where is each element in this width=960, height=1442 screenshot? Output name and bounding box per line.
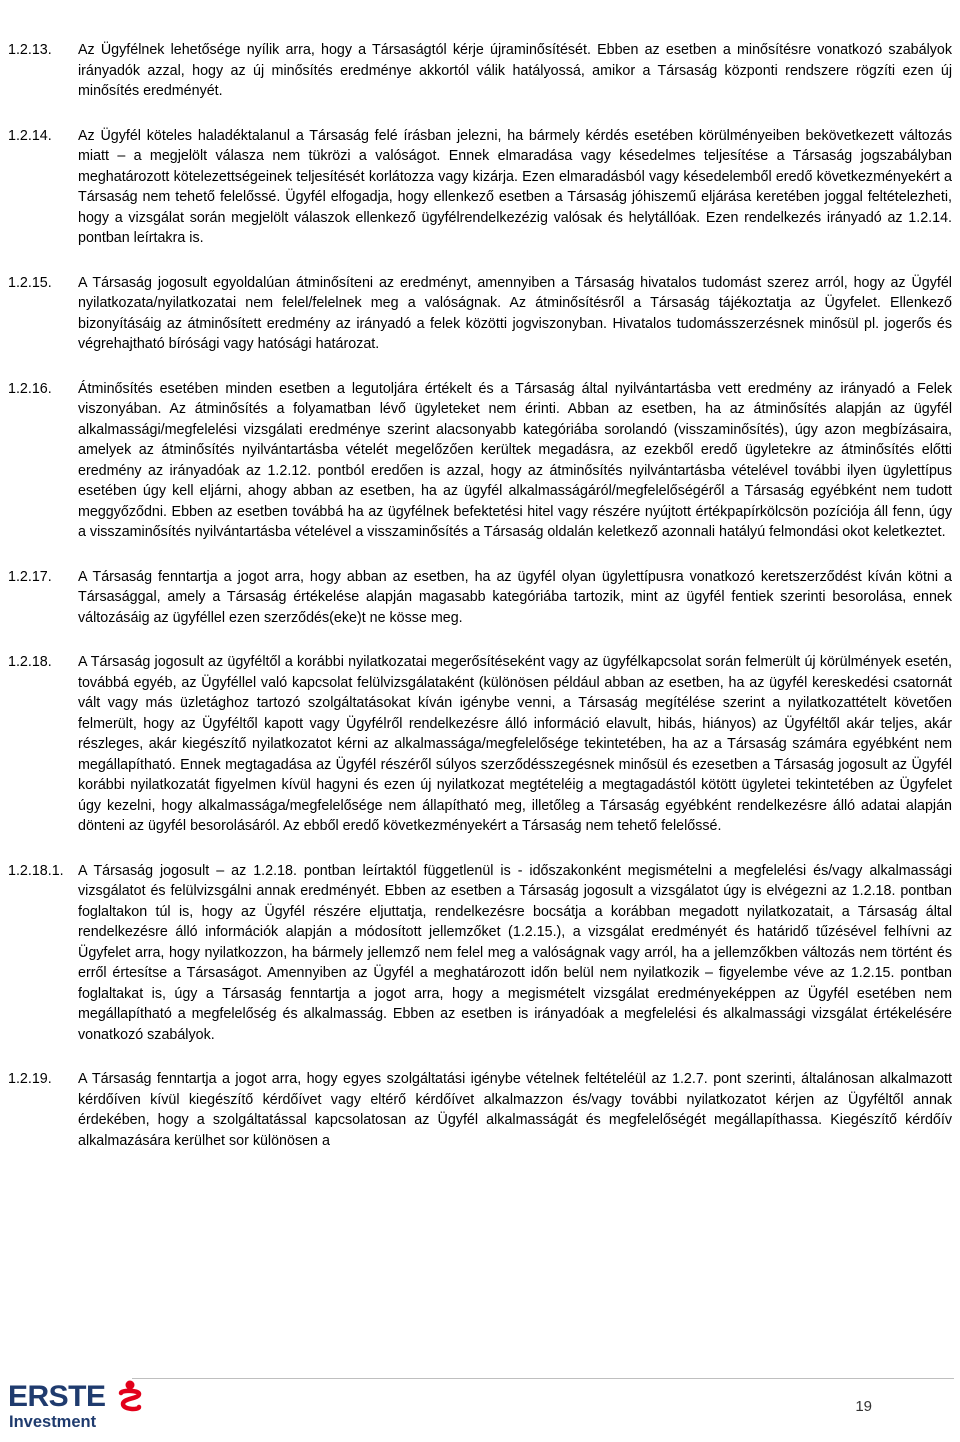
clause	[8, 567, 952, 629]
clause	[8, 1069, 952, 1151]
logo-wordmark: ERSTE	[8, 1380, 106, 1413]
clause	[8, 126, 952, 249]
page-number: 19	[855, 1398, 872, 1415]
document-body	[8, 40, 952, 1175]
clause-text: Átminősítés esetében minden esetben a legutoljára értékelt és a Társaság által nyilvántartásba vett eredmény az irányadó a Felek viszonyában. Az átminősítés a folyamatban lévő ügyleteket nem érinti. Abban az esetben, ha az átminősítés alapján az ügyfél alkalmassági/megfelelési vizsgálati eredménye szerint alacsonyabb kategóriába sorolandó (visszaminősítés), úgy azon megbízásaira, amelyek az átminősítés nyilvántartásba vételét megelőzően kerültek megadásra, az ezekből eredő ügyletekre az átminősítés előtti eredmény az irányadóak az 1.2.12. pontból eredően is azzal, hogy az átminősítés nyilvántartásba vételével további ilyen ügylettípus esetében úgy kell eljárni, ahogy abban az esetben, ha az ügyfél alkalmasságáról/megfelelőségéről a Társaság egyébként nem tudott meggyőződni. Ebben az esetben továbbá ha az ügyfélnek befektetési hitel vagy részére nyújtott értékpapírkölcsön pozíciója áll fenn, úgy a visszaminősítés nyilvántartásba vételével a visszaminősítés a Társaság oldalán keletkező azonnali hatályú felmondási okot keletkeztet.	[78, 380, 952, 540]
footer-divider	[132, 1378, 954, 1379]
clause-text: A Társaság fenntartja a jogot arra, hogy egyes szolgáltatási igénybe vételnek feltételéül az 1.2.7. pont szerinti, általánosan alkalmazott kérdőíven kívül kiegészítő kérdőívet vagy eltérő kérdőívet alkalmazzon és/vagy további nyilatkozatot kérjen az Ügyféltől annak érdekében, hogy a szolgáltatással kapcsolatosan az Ügyfél alkalmasságát és megfelelőségét megállapíthassa. Kiegészítő kérdőív alkalmazására kerülhet sor különösen a	[78, 1071, 952, 1149]
clause-number: 1.2.15.	[8, 274, 52, 291]
clause-text: A Társaság fenntartja a jogot arra, hogy abban az esetben, ha az ügyfél olyan ügylettípusra vonatkozó keretszerződést kíván kötni a Társasággal, amely a Társaság értékelése alapján magasabb kategóriába tartozik, mint az ügyfél fentiek szerinti besorolása, ennek változásáig az ügyféllel ezen szerződés(eke)t ne kösse meg.	[78, 568, 952, 626]
logo-subtitle: Investment	[9, 1413, 97, 1431]
clause-number: 1.2.14.	[8, 127, 52, 144]
erste-symbol-icon	[118, 1380, 142, 1414]
clause-number: 1.2.18.1.	[8, 862, 64, 879]
clause-number: 1.2.18.	[8, 654, 52, 670]
clause-number: 1.2.13.	[8, 42, 52, 58]
clause	[8, 273, 952, 355]
clause-number: 1.2.19.	[8, 1071, 52, 1087]
clause-text: A Társaság jogosult egyoldalúan átminősíteni az eredményt, amennyiben a Társaság hivatalos tudomást szerez arról, hogy az Ügyfél nyilatkozata/nyilatkozatai nem felel/felelnek meg a valóságnak. Az átminősítésről a Társaság tájékoztatja az Ügyfelet. Ellenkező bizonyításáig az átminősített eredmény az irányadó a felek közötti jogviszonyban. Hivatalos tudomásszerzésnek minősül pl. jogerős és végrehajtható bírósági vagy hatósági határozat.	[78, 274, 952, 352]
clause-text: A Társaság jogosult az ügyféltől a korábbi nyilatkozatai megerősítéseként vagy az ügyfélkapcsolat során felmerült új körülmények esetén, továbbá egyéb, az Ügyféllel való kapcsolat felülvizsgálataként (különösen például abban az esetben, ha az ügyfél kereskedési csatornát vált vagy más üzletághoz tartozó szolgáltatásokat kíván igénybe venni, a Társaság megítélése szerint a nyilatkozattételt követően felmerült, hogy az Ügyféltől kapott vagy Ügyfélről rendelkezésre álló információ elavult, hibás, hiányos) az Ügyféltől akár teljes, akár részleges, akár kiegészítő nyilatkozatot kérni az alkalmassága/megfelelősége tekintetében, ha az a Társaság számára egyébként nem megállapítható. Ennek megtagadása az Ügyfél részéről súlyos szerződésszegésnek minősül és ezesetben a Társaság jogosult az Ügyfél korábbi nyilatkozatát figyelmen kívül hagyni és ezen új nyilatkozat megtételéig a megtagadástól kötött ügyletei tekintetében az Ügyfelet úgy kezelni, hogy alkalmassága/megfelelősége nem állapítható meg, illetőleg a Társaság egyébként rendelkezésre álló adatai alapján dönteni az ügyfél besorolásáról. Az ebből eredő következményekért a Társaság nem tehető felelőssé.	[78, 654, 952, 834]
clause	[8, 652, 952, 837]
clause-text: Az Ügyfélnek lehetősége nyílik arra, hogy a Társaságtól kérje újraminősítését. Ebben az esetben a minősítésre vonatkozó szabályok irányadók azzal, hogy az új minősítés eredménye akkortól válik hatályossá, amikor a Társaság központi rendszere rögzíti ezen új minősítés eredményét.	[78, 42, 952, 99]
page-footer	[0, 1372, 960, 1442]
clause-number: 1.2.16.	[8, 380, 52, 397]
clause-text: A Társaság jogosult – az 1.2.18. pontban leírtaktól függetlenül is - időszakonként megismételni a megfelelési és/vagy alkalmassági vizsgálatot és felülvizsgálni annak eredményét. Ebben az esetben a Társaság jogosult a vizsgálatot úgy is elvégezni az 1.2.18. pontban foglaltakon túl is, hogy az Ügyfél részére eljuttatja, rendelkezésre bocsátja a korábban megadott nyilatkozatait, a Társaság által rendelkezésre álló információk alapján a módosított jellemzőket (1.2.15.), a vizsgálat eredményét és határidő tűzésével felhívni az Ügyfelet arra, hogy nyilatkozzon, ha bármely jellemző nem felel meg a valóságnak vagy arról, ha a jellemzőkben változás nem történt és erről értesítse a Társaságot. Amennyiben az Ügyfél a meghatározott időn belül nem nyilatkozik – figyelembe véve az 1.2.15. pontban foglaltakat is, úgy a Társaság fenntartja a jogot arra, hogy a megismételt vizsgálat eredményeképpen az Ügyfél esetében nem megállapítható a megfelelőség és alkalmasság. Ebben az esetben is irányadóak a megfelelési és alkalmassági vizsgálat értékelésére vonatkozó szabályok.	[78, 862, 952, 1043]
clause	[8, 861, 952, 1046]
clause-text: Az Ügyfél köteles haladéktalanul a Társaság felé írásban jelezni, ha bármely kérdés esetében körülményeiben bekövetkezett változás miatt – a megjelölt válasza nem tükrözi a valóságot. Ennek elmaradása vagy késedelmes teljesítése a Társaság jogszabályban meghatározott kötelezettségeinek teljesítését korlátozza vagy kizárja. Ezen elmaradásból vagy késedelemből eredő következményekért a Társaság nem tehető felelőssé. Ügyfél elfogadja, hogy ellenkező esetben a Társaság jóhiszemű eljárása keretében joggal feltételezheti, hogy a vizsgálat során megjelölt válaszok ellenkező ügyfélrendelkezézig valósak és helytállóak. Ezen rendelkezés irányadó az 1.2.14. pontban leírtakra is.	[78, 127, 952, 246]
clause	[8, 379, 952, 543]
clause-number: 1.2.17.	[8, 568, 52, 585]
erste-investment-logo	[8, 1380, 148, 1438]
clause	[8, 40, 952, 102]
